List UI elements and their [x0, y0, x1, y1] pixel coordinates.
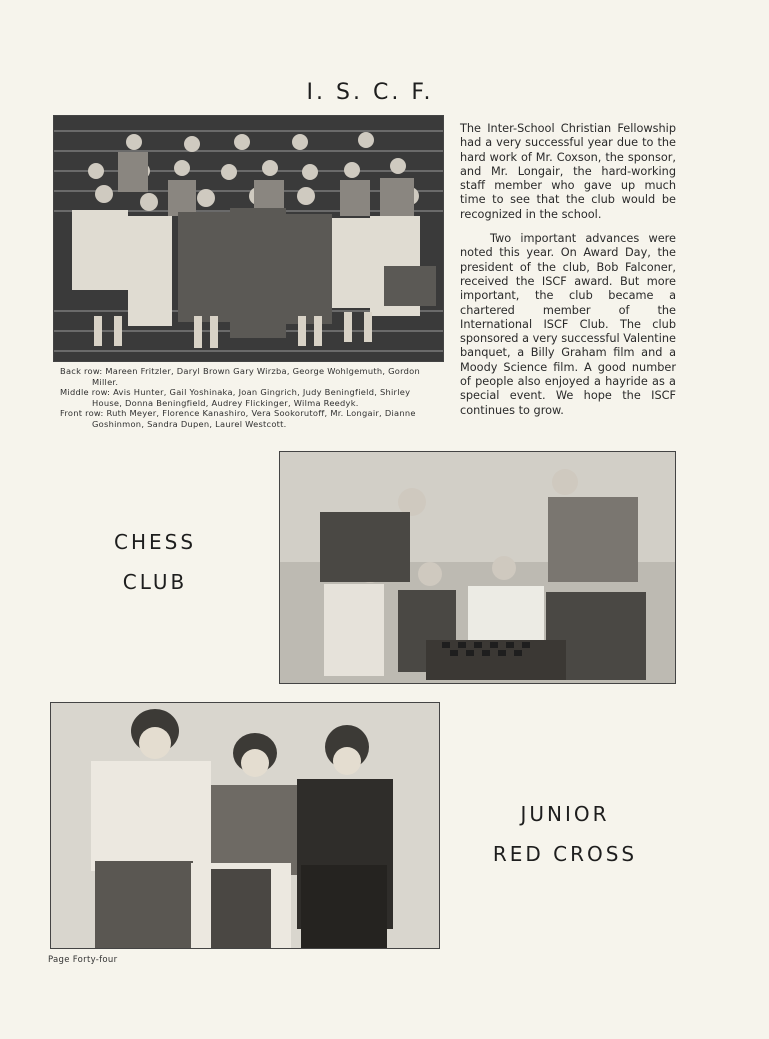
iscf-group-photo [53, 115, 444, 362]
page-number: Page Forty-four [48, 955, 118, 965]
iscf-title: I. S. C. F. [306, 80, 434, 105]
caption-middle-row: Middle row: Avis Hunter, Gail Yoshinaka, Joan Gingrich, Judy Beningfield, Shirley House, Donna Beningfield, Audrey Flickinger, Wilma Reedyk. [60, 387, 411, 408]
chess-title-line-2: CLUB [122, 570, 188, 594]
chess-club-title [95, 522, 215, 602]
jrc-title-line-2: RED CROSS [492, 842, 638, 866]
chess-club-photo [279, 451, 676, 684]
iscf-paragraph-1: The Inter-School Christian Fellowship had a very successful year due to the hard work of Mr. Coxson, the sponsor, and Mr. Longair, the hard-working staff member who gave up much time to see that the club would be recognized in the school. [460, 122, 676, 221]
junior-red-cross-photo [50, 702, 440, 949]
jrc-title-line-1: JUNIOR [520, 802, 610, 826]
caption-front-row: Front row: Ruth Meyer, Florence Kanashiro, Vera Sookorutoff, Mr. Longair, Dianne Goshinmon, Sandra Dupen, Laurel Westcott. [60, 408, 416, 429]
iscf-article [460, 122, 676, 428]
junior-red-cross-title [470, 794, 660, 874]
iscf-photo-caption [60, 366, 432, 430]
chess-title-line-1: CHESS [113, 530, 197, 554]
caption-back-row: Back row: Mareen Fritzler, Daryl Brown Gary Wirzba, George Wohlgemuth, Gordon Miller. [60, 366, 420, 387]
iscf-paragraph-2: Two important advances were noted this year. On Award Day, the president of the club, Bob Falconer, received the ISCF award. But more important, the club became a chartered member of the International ISCF Club. The club sponsored a very successful Valentine banquet, a Billy Graham film and a Moody Science film. A good number of people also enjoyed a hayride as a special event. We hope the ISCF continues to grow. [460, 232, 676, 417]
